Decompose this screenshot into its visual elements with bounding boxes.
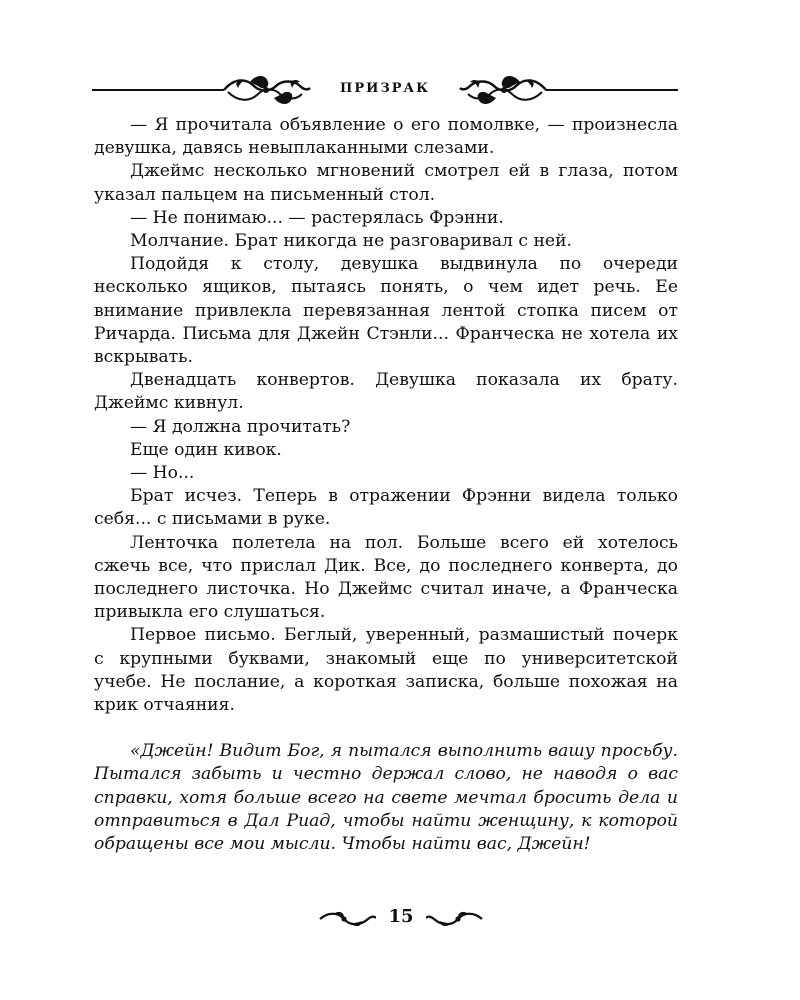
page-footer (0, 904, 800, 932)
floral-ornament-icon (426, 910, 484, 928)
running-header (92, 72, 678, 108)
paragraph: — Но... (130, 463, 195, 484)
paragraph: — Я прочитала объявление о его помолвке, — произнесла девушка, давясь невыплаканными слезами. (94, 115, 678, 159)
paragraph: Еще один кивок. (130, 439, 282, 460)
paragraph: — Я должна прочитать? (130, 416, 351, 437)
body-text (94, 114, 678, 856)
running-title: ПРИЗРАК (340, 81, 430, 96)
paragraph: — Не понимаю... — растерялась Фрэнни. (130, 207, 504, 228)
letter-quote: «Джейн! Видит Бог, я пытался выполнить вашу просьбу. Пытался забыть и честно держал слово, не наводя о вас справки, хотя больше всего на свете мечтал бросить дела и отправиться в Дал Риад, чтобы найти женщину, к которой обращены все мои мысли. Чтобы найти вас, Джейн! (94, 741, 678, 855)
paragraph: Двенадцать конвертов. Девушка показала их брату. Джеймс кивнул. (94, 370, 678, 414)
paragraph: Молчание. Брат никогда не разговаривал с ней. (130, 231, 573, 252)
paragraph: Ленточка полетела на пол. Больше всего ей хотелось сжечь все, что прислал Дик. Все, до последнего конверта, до последнего листочка. Но Джеймс считал иначе, а Франческа привыкла его слушаться. (94, 532, 678, 623)
paragraph: Первое письмо. Беглый, уверенный, размашистый почерк с крупными буквами, знакомый еще по университетской учебе. Не послание, а короткая записка, больше похожая на крик отчаяния. (94, 625, 678, 716)
paragraph: Джеймс несколько мгновений смотрел ей в глаза, потом указал пальцем на письменный стол. (94, 161, 678, 205)
paragraph: Брат исчез. Теперь в отражении Фрэнни видела только себя... с письмами в руке. (94, 486, 678, 530)
floral-ornament-icon (318, 910, 376, 928)
paragraph: Подойдя к столу, девушка выдвинула по очереди несколько ящиков, пытаясь понять, о чем идет речь. Ее внимание привлекла перевязанная лентой стопка писем от Ричарда. Письма для Джейн Стэнли... Франческа не хотела их вскрывать. (94, 254, 678, 368)
header-rule-right (546, 89, 678, 91)
floral-ornament-icon (458, 74, 550, 106)
page-number: 15 (388, 906, 414, 927)
